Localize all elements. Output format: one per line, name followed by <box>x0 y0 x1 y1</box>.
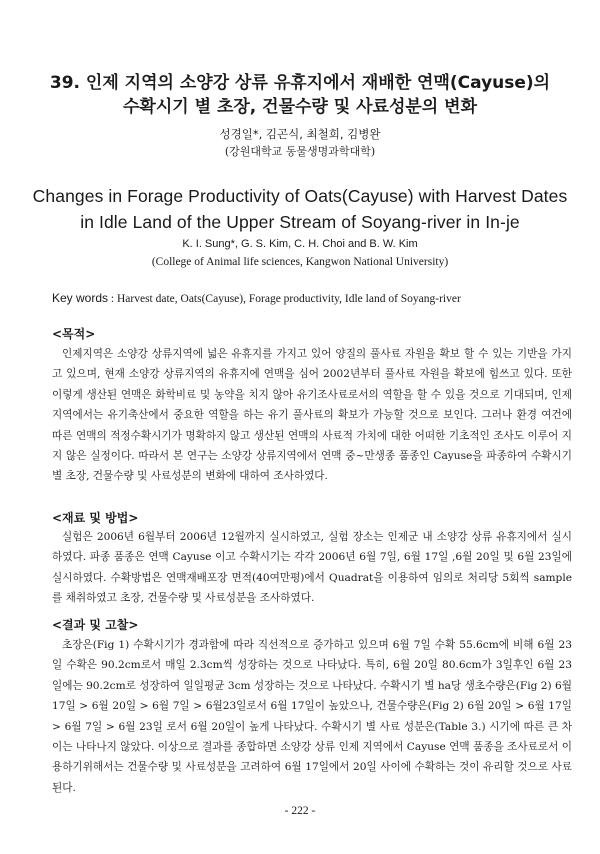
methods-paragraph: 실험은 2006년 6월부터 2006년 12월까지 실시하였고, 실험 장소는 인제군 내 소양강 상류 유휴지에서 실시하였다. 파종 품종은 연맥 Cayuse 이고 수확시기는 각각 2006년 6월 7일, 6월 17일 ,6월 20일 및 6월 23일에 실시하였다. 수확방법은 연맥재배포장 면적(40여만평)에서 Quadrat을 이용하여 임의로 처리당 5회씩 sample를 채취하였고 초장, 건물수량 및 사료성분을 조사하였다. <box>52 531 572 605</box>
english-authors: K. I. Sung*, G. S. Kim, C. H. Choi and B. W. Kim <box>182 238 418 250</box>
results-heading: <결과 및 고찰> <box>52 618 139 632</box>
keywords-value: : Harvest date, Oats(Cayuse), Forage productivity, Idle land of Soyang-river <box>108 293 461 305</box>
keywords-label: Key words <box>52 291 109 305</box>
keywords <box>52 290 562 307</box>
english-title-line1: Changes in Forage Productivity of Oats(Cayuse) with Harvest Dates <box>32 186 568 206</box>
page-number: - 222 - <box>284 805 316 817</box>
korean-affiliation: (강원대학교 동물생명과학대학) <box>224 145 376 158</box>
english-affiliation: (College of Animal life sciences, Kangwon National University) <box>151 256 449 268</box>
korean-title-line1: 39. 인제 지역의 소양강 상류 유휴지에서 재배한 연맥(Cayuse)의 <box>49 73 551 93</box>
purpose-heading: <목적> <box>52 327 96 341</box>
english-title-line2: in Idle Land of the Upper Stream of Soyang-river in In-je <box>80 212 520 232</box>
korean-authors: 성경일*, 김곤식, 최철희, 김병완 <box>219 127 381 141</box>
results-paragraph: 초장은(Fig 1) 수확시기가 경과함에 따라 직선적으로 증가하고 있으며 6월 7일 수확 55.6cm에 비해 6월 23일 수확은 90.2cm로서 매일 2.3cm씩 성장하는 것으로 나타났다. 특히, 6월 20일 80.6cm가 3일후인 6월 23일에는 90.2cm로 성장하여 일일평균 3cm 성장하는 것으로 나타났다. 수확시기 별 ha당 생초수량은(Fig 2) 6월 17일 > 6월 20일 > 6월 7일 > 6월23일로서 6월 17일이 높았으나, 건물수량은(Fig 2) 6월 20일 > 6월 17일 > 6월 7일 > 6월 23일 로서 6월 20일이 높게 나타났다. 수확시기 별 사료 성분은(Table 3.) 시기에 따른 큰 차이는 나타나지 않았다. 이상으로 결과를 종합하면 소양강 상류 인제 지역에서 Cayuse 연맥 품종을 조사료로서 이용하기위해서는 건물수량 및 사료성분을 고려하여 6월 17일에서 20일 사이에 수확하는 것이 유리할 것으로 사료된다. <box>52 639 573 794</box>
methods-heading: <재료 및 방법> <box>52 511 139 525</box>
korean-title-line2: 수확시기 별 초장, 건물수량 및 사료성분의 변화 <box>123 97 477 117</box>
purpose-paragraph: 인제지역은 소양강 상류지역에 넓은 유휴지를 가지고 있어 양질의 풀사료 자원을 확보 할 수 있는 기반을 가지고 있으며, 현재 소양강 상류지역의 유휴지에 연맥을 심어 2002년부터 풀사료 자원을 확보에 힘쓰고 있다. 또한 이렇게 생산된 연맥은 화학비료 및 농약을 치지 않아 유기조사료로서의 역할을 할 수 있을 것으로 기대되며, 인제지역에서는 유기축산에서 중요한 역할을 하는 유기 풀사료의 확보가 가능할 것으로 보인다. 그러나 환경 여건에 따른 연맥의 적정수확시기가 명확하지 않고 생산된 연맥의 사료적 가치에 대한 어떠한 기초적인 조사도 이루어 지지 않은 실정이다. 따라서 본 연구는 소양강 상류지역에서 연맥 중~만생종 품종인 Cayuse을 파종하여 수확시기 별 초장, 건물수량 및 사료성분의 변화에 대하여 조사하였다. <box>52 348 572 483</box>
